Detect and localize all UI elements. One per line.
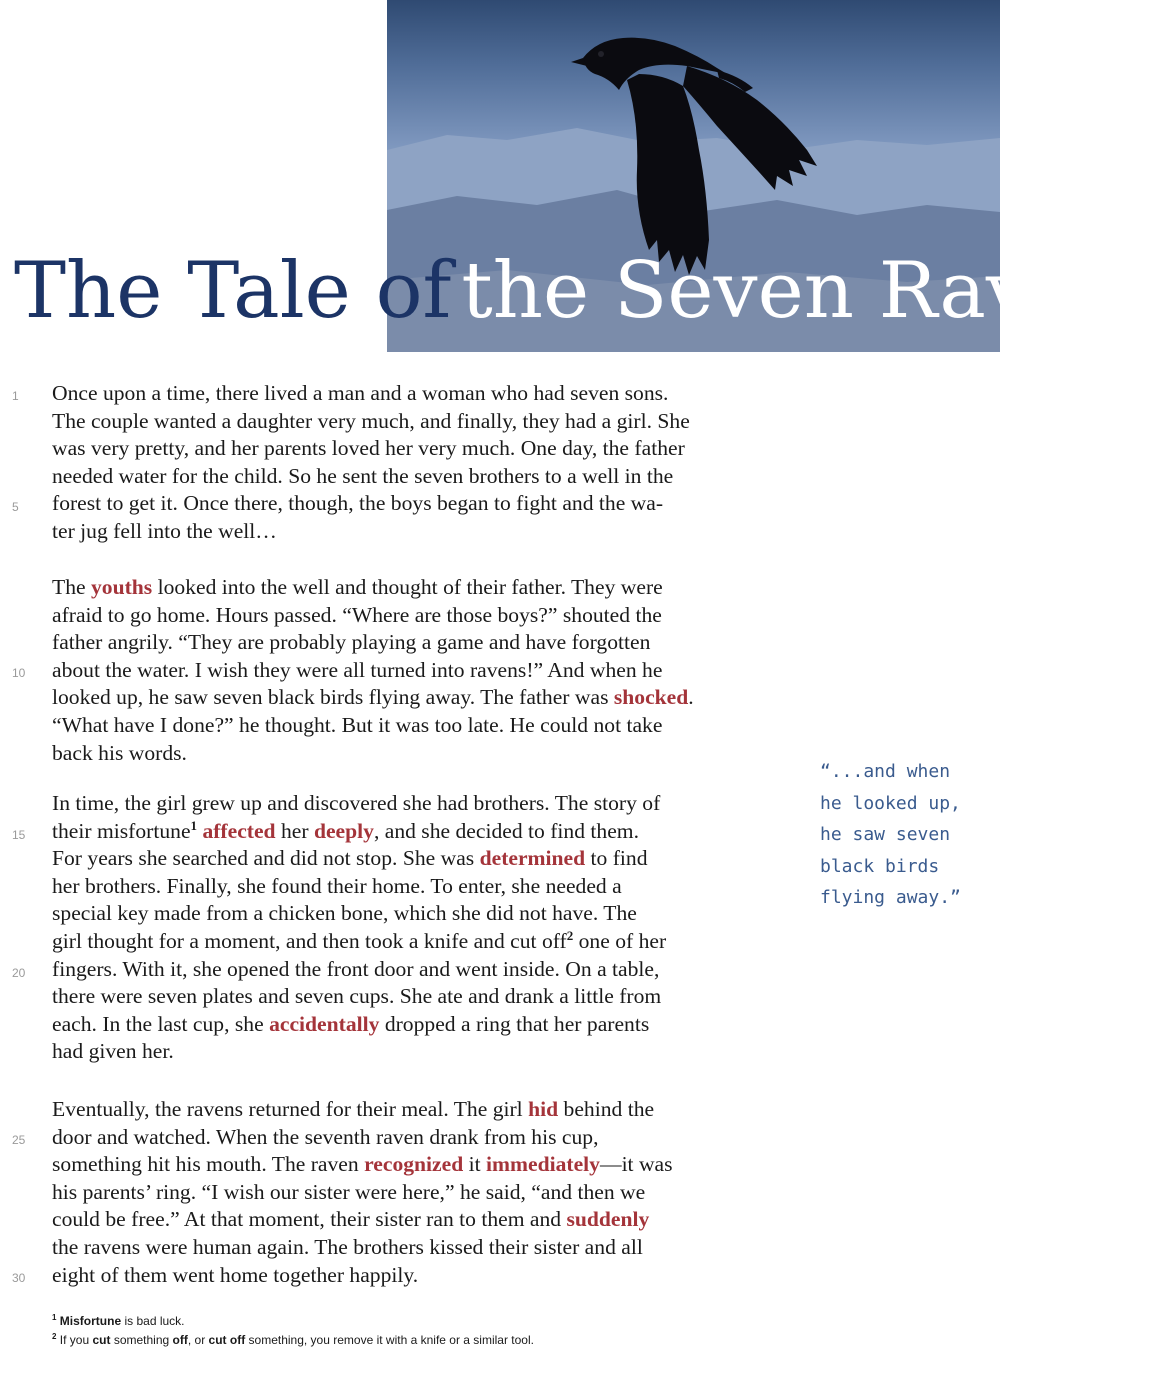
pull-quote-line: flying away.” [820,887,961,908]
line-number: 15 [12,828,26,842]
vocab-word: shocked [613,685,689,710]
vocab-word: accidentally [269,1011,380,1036]
text-line: each. In the last cup, she accidentally dropped a ring that her parents [52,1011,650,1036]
text-line: back his words. [52,740,187,765]
line-number: 20 [12,966,26,980]
text-line: forest to get it. Once there, though, the boys began to fight and the wa- [52,491,664,516]
text-line: door and watched. When the seventh raven drank from his cup, [52,1124,599,1149]
footnotes [52,1312,952,1350]
vocab-word: deeply [313,818,374,843]
text-line: Eventually, the ravens returned for their meal. The girl hid behind the [52,1097,655,1121]
vocab-word: immediately [486,1152,600,1177]
vocab-word: suddenly [566,1207,650,1232]
footnote-1: $^1$ Misfortune is bad luck. [52,1313,185,1328]
footnote-ref: 1 [190,817,198,833]
text-line: ter jug fell into the well… [52,518,277,543]
text-line: his parents’ ring. “I wish our sister were here,” he said, “and then we [52,1179,646,1204]
text-line: eight of them went home together happily. [52,1262,419,1287]
vocab-word: recognized [364,1152,464,1177]
line-number: 5 [12,500,19,514]
text-line: could be free.” At that moment, their sister ran to them and suddenly [52,1207,650,1232]
pull-quote-line: he looked up, [820,792,961,814]
pull-quote [820,756,995,914]
vocab-word: hid [528,1097,559,1121]
text-line: special key made from a chicken bone, which she did not have. The [52,901,637,926]
story-paragraph-2 [52,574,804,767]
text-line: For years she searched and did not stop. She was determined to find [52,846,648,871]
text-line: their misfortune$^1$ affected her deeply, and she decided to find them. [52,817,639,843]
title-part-1: The Tale of [14,246,452,336]
page-title [14,236,1166,346]
text-line: father angrily. “They are probably playing a game and have forgotten [52,630,651,655]
text-line: was very pretty, and her parents loved her very much. One day, the father [52,436,685,461]
story-paragraph-1 [52,380,804,546]
text-line: had given her. [52,1039,174,1064]
vocab-word: affected [202,818,276,843]
text-line: Once upon a time, there lived a man and a woman who had seven sons. [52,381,669,405]
title-part-2: the Seven Ravens [461,246,1166,336]
story-paragraph-4 [52,1096,804,1289]
vocab-word: youths [90,575,153,599]
text-line: looked up, he saw seven black birds flying away. The father was shocked. [52,685,694,710]
line-number: 1 [12,389,19,403]
text-line: girl thought for a moment, and then took a knife and cut off$^2$ one of her [52,927,667,953]
text-line: fingers. With it, she opened the front door and went inside. On a table, [52,956,660,981]
text-line: something hit his mouth. The raven recognized it immediately—it was [52,1152,673,1177]
line-number: 30 [12,1271,26,1285]
text-line: afraid to go home. Hours passed. “Where are those boys?” shouted the [52,602,662,627]
text-line: there were seven plates and seven cups. She ate and drank a little from [52,984,662,1009]
text-line: needed water for the child. So he sent the seven brothers to a well in the [52,463,674,488]
pull-quote-line: he saw seven [820,824,951,845]
pull-quote-line: black birds [820,855,940,877]
line-number: 10 [12,666,26,680]
vocab-word: determined [479,846,586,871]
line-number: 25 [12,1133,26,1147]
text-line: her brothers. Finally, she found their home. To enter, she needed a [52,873,622,898]
text-line: The youths looked into the well and thought of their father. They were [52,575,663,599]
story-paragraph-3 [52,790,804,1066]
footnote-2: $^2$ If you cut something off, or cut off something, you remove it with a knife or a similar tool. [52,1332,534,1347]
text-line: the ravens were human again. The brothers kissed their sister and all [52,1234,643,1259]
text-line: “What have I done?” he thought. But it was too late. He could not take [52,712,663,737]
text-line: The couple wanted a daughter very much, and finally, they had a girl. She [52,408,690,433]
footnote-ref: 2 [566,927,574,943]
text-line: In time, the girl grew up and discovered she had brothers. The story of [52,791,661,815]
pull-quote-line: “...and when [820,761,951,782]
text-line: about the water. I wish they were all turned into ravens!” And when he [52,657,663,682]
